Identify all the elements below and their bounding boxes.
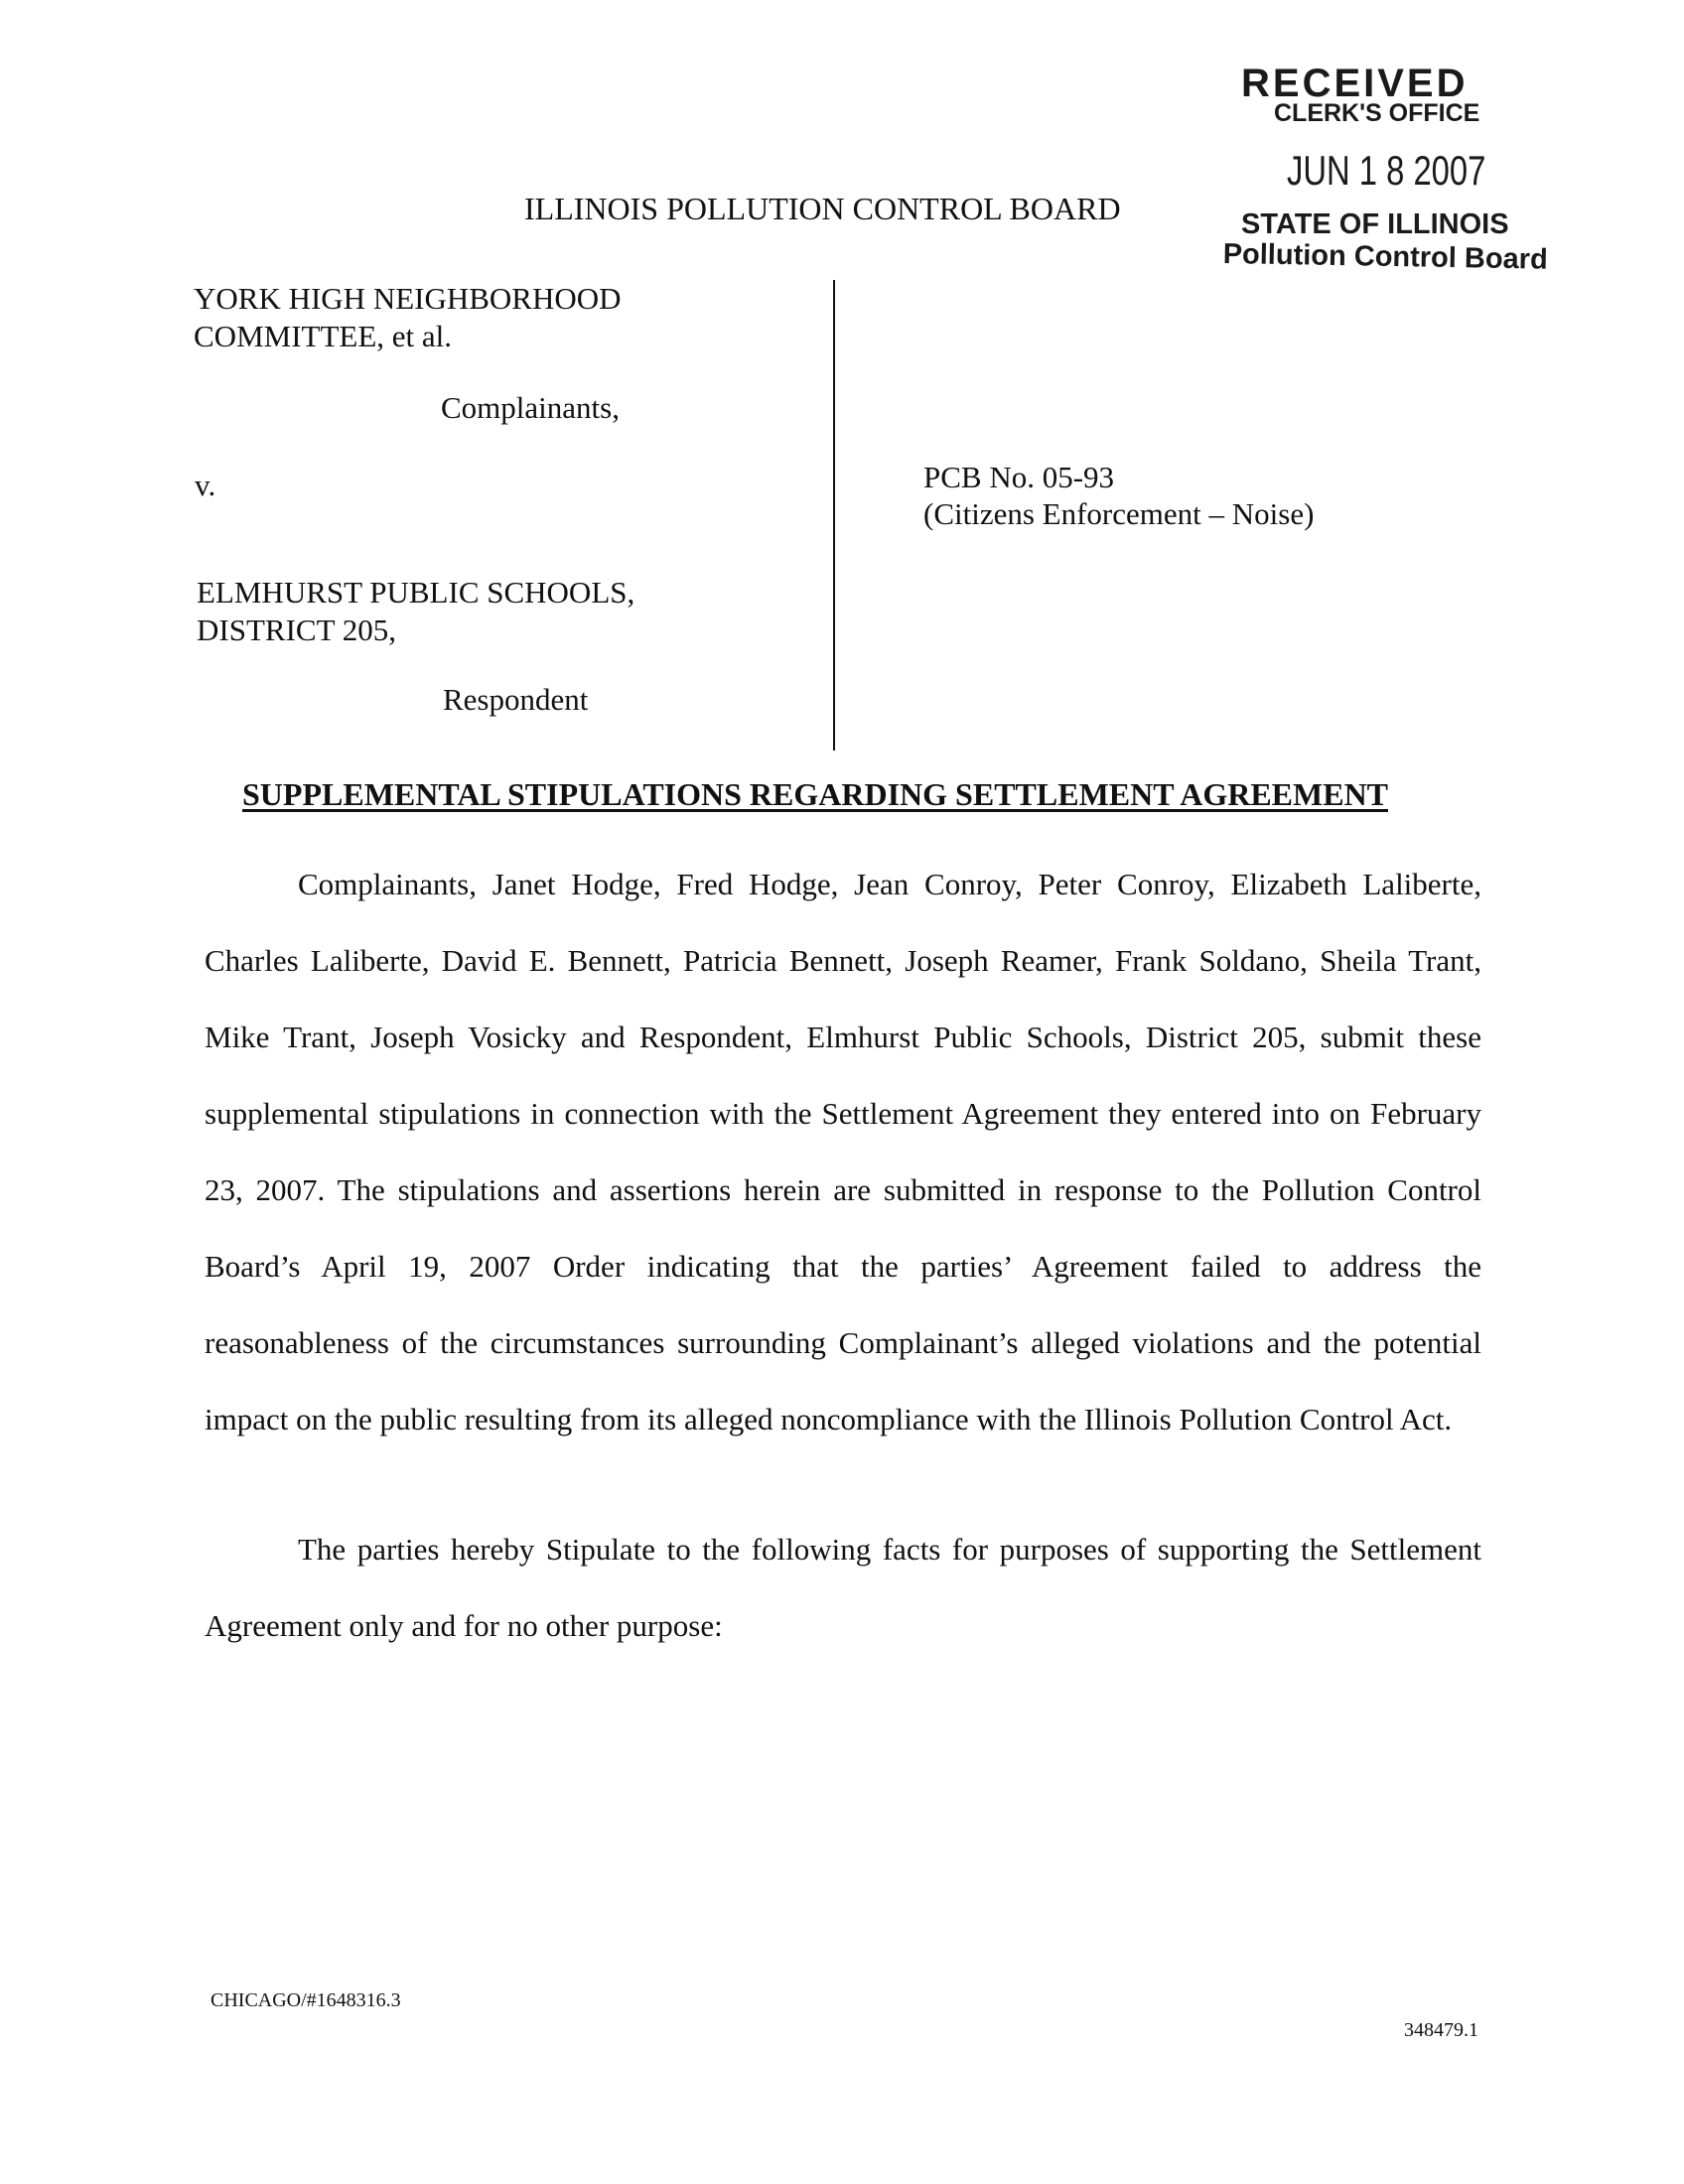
body-paragraph-2: The parties hereby Stipulate to the following facts for purposes of supporting the Settlement Agreement only and for no other purpose:: [205, 1532, 1481, 1643]
footer-doc-id-left: CHICAGO/#1648316.3: [210, 1989, 401, 2011]
stamp-date: JUN 1 8 2007: [1287, 147, 1486, 194]
document-heading: SUPPLEMENTAL STIPULATIONS REGARDING SETTLEMENT AGREEMENT: [242, 776, 1389, 812]
stamp-state: STATE OF ILLINOIS: [1241, 208, 1509, 240]
board-title: ILLINOIS POLLUTION CONTROL BOARD: [524, 191, 1121, 226]
complainant-name-line2: COMMITTEE, et al.: [194, 319, 453, 353]
stamp-board: Pollution Control Board: [1222, 238, 1548, 276]
complainants-label: Complainants,: [441, 390, 620, 425]
respondent-label: Respondent: [443, 682, 589, 717]
footer-doc-id-right: 348479.1: [1404, 2019, 1478, 2041]
case-type: (Citizens Enforcement – Noise): [923, 496, 1315, 531]
stamp-clerks-office: CLERK'S OFFICE: [1274, 99, 1480, 127]
stamp-received: RECEIVED: [1241, 62, 1469, 105]
complainant-name-line1: YORK HIGH NEIGHBORHOOD: [194, 281, 622, 316]
case-number: PCB No. 05-93: [923, 460, 1115, 494]
respondent-name-line1: ELMHURST PUBLIC SCHOOLS,: [197, 575, 635, 610]
caption-divider: [833, 280, 835, 751]
body-paragraph-1: Complainants, Janet Hodge, Fred Hodge, Jean Conroy, Peter Conroy, Elizabeth Laliberte, Charles Laliberte, David E. Bennett, Patricia Bennett, Joseph Reamer, Frank Soldano, Sheila Trant, Mike Trant, Joseph Vosicky and Respondent, Elmhurst Public Schools, District 205, submit these supplemental stipulations in connection with the Settlement Agreement they entered into on February 23, 2007. The stipulations and assertions herein are submitted in response to the Pollution Control Board’s April 19, 2007 Order indicating that the parties’ Agreement failed to address the reasonableness of the circumstances surrounding Complainant’s alleged violations and the potential impact on the public resulting from its alleged noncompliance with the Illinois Pollution Control Act.: [205, 867, 1481, 1436]
respondent-name-line2: DISTRICT 205,: [197, 613, 396, 647]
versus-label: v.: [195, 468, 216, 502]
